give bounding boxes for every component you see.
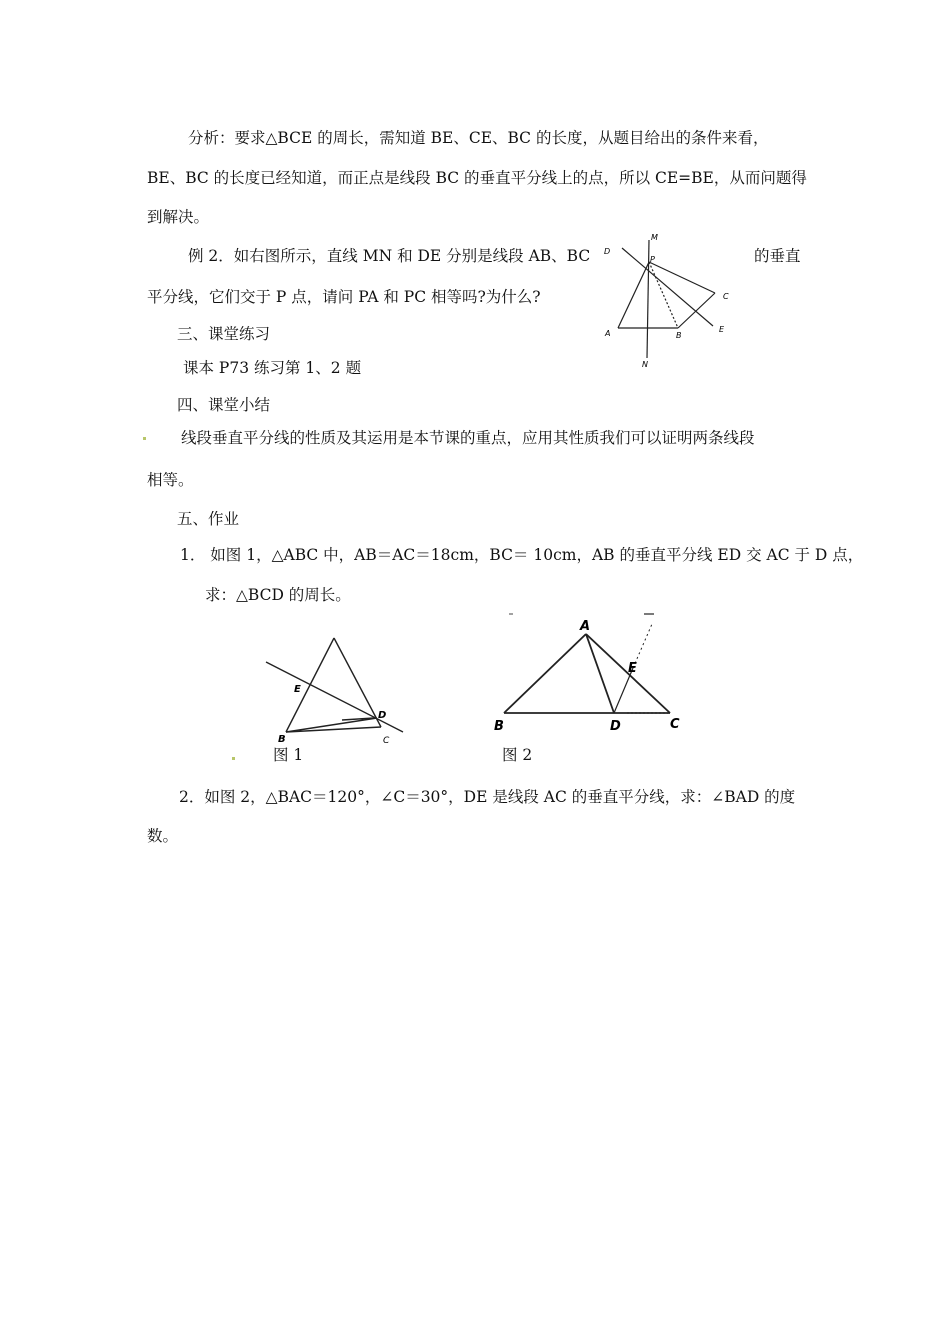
fig2-label-b: B <box>494 719 504 730</box>
example2-line-1: 例 2．如右图所示，直线 MN 和 DE 分别是线段 AB、BC <box>188 247 591 265</box>
example2-line-2: 平分线，它们交于 P 点，请问 PA 和 PC 相等吗?为什么? <box>147 288 541 306</box>
section4-line-2: 相等。 <box>147 471 194 489</box>
fig2-label-e: E <box>628 661 637 676</box>
example2-figure <box>600 228 740 373</box>
section4-heading: 四、课堂小结 <box>177 396 271 414</box>
example2-line-1-end: 的垂直 <box>754 247 801 265</box>
fig2-label-d: D <box>610 719 621 730</box>
section5-heading: 五、作业 <box>177 510 240 528</box>
fig2-label-c: C <box>670 717 680 730</box>
figure-1 <box>262 634 412 749</box>
margin-mark-2 <box>232 757 235 760</box>
label-c: C <box>723 292 729 301</box>
fig2-label-a: A <box>580 619 591 634</box>
analysis-line-2: BE、BC 的长度已经知道，而正点是线段 BC 的垂直平分线上的点，所以 CE=BE，从而问题得 <box>147 169 807 187</box>
label-a: A <box>605 329 611 338</box>
fig1-label-d: D <box>378 710 387 721</box>
label-m: M <box>651 233 658 242</box>
analysis-line-1: 分析：要求△BCE 的周长，需知道 BE、CE、BC 的长度，从题目给出的条件来看， <box>188 129 769 147</box>
problem2-line-2: 数。 <box>147 827 179 845</box>
problem2-line-1: 2．如图 2，△BAC＝120°，∠C＝30°，DE 是线段 AC 的垂直平分线，求：∠BAD 的度 <box>179 788 796 806</box>
label-b: B <box>676 331 682 340</box>
label-n: N <box>642 360 648 369</box>
section3-content: 课本 P73 练习第 1、2 题 <box>183 359 362 377</box>
figure-2-caption: 图 2 <box>502 746 533 764</box>
figure-2 <box>490 610 690 730</box>
label-e: E <box>719 325 725 334</box>
problem1-line-2: 求：△BCD 的周长。 <box>205 586 351 604</box>
analysis-line-3: 到解决。 <box>147 208 210 226</box>
fig1-label-b: B <box>278 734 286 745</box>
fig1-label-c: C <box>383 736 390 746</box>
margin-mark <box>143 437 146 440</box>
label-d: D <box>604 247 611 256</box>
line-mn <box>647 240 649 358</box>
label-p: P <box>650 255 655 264</box>
section3-heading: 三、课堂练习 <box>177 325 271 343</box>
fig1-label-e: E <box>294 684 301 695</box>
problem1-line-1: 1． 如图 1，△ABC 中，AB＝AC＝18cm，BC＝ 10cm，AB 的垂直平分线 ED 交 AC 于 D 点， <box>180 546 864 564</box>
section4-line-1: 线段垂直平分线的性质及其运用是本节课的重点，应用其性质我们可以证明两条线段 <box>181 429 755 447</box>
figure-1-caption: 图 1 <box>273 746 304 764</box>
line-de <box>622 248 713 326</box>
